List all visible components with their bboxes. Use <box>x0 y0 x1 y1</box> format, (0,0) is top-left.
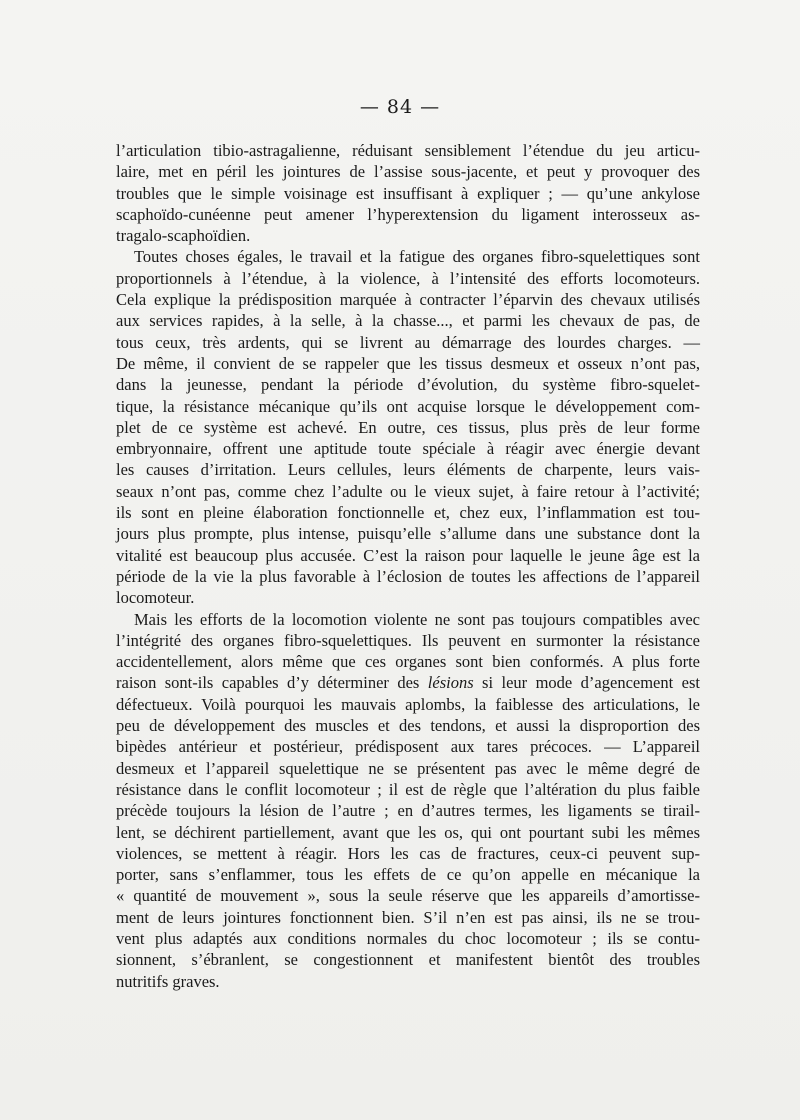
text-line: embryonnaire, offrent une aptitude toute spéciale à réagir avec énergie devant <box>116 439 700 459</box>
text-line: porter, sans s’enflammer, tous les effets de ce qu’on appelle en mécanique la <box>116 865 700 885</box>
text-line: « quantité de mouvement », sous la seule réserve que les appareils d’amortisse- <box>116 886 700 906</box>
text-line: proportionnels à l’étendue, à la violence, à l’intensité des efforts locomoteurs. <box>116 268 700 288</box>
text-line: période de la vie la plus favorable à l’éclosion de toutes les affections de l’appareil <box>116 566 700 586</box>
text-line: laire, met en péril les jointures de l’assise sous-jacente, et peut y provoquer des <box>116 162 700 182</box>
text-line: l’intégrité des organes fibro-squelettiques. Ils peuvent en surmonter la résistance <box>116 630 700 650</box>
text-line: précède toujours la lésion de l’autre ; en d’autres termes, les ligaments se tirail- <box>116 801 700 821</box>
text-line: raison sont-ils capables d’y déterminer des lésions si leur mode d’agencement est <box>116 673 700 693</box>
text-line: aux services rapides, à la selle, à la chasse..., et parmi les chevaux de pas, de <box>116 311 700 331</box>
text-line: tragalo-scaphoïdien. <box>116 226 251 246</box>
paragraph <box>116 246 700 608</box>
text-line: vent plus adaptés aux conditions normales du choc locomoteur ; ils se contu- <box>116 928 700 948</box>
text-line: ils sont en pleine élaboration fonctionnelle et, chez eux, l’inflammation est tou- <box>116 503 700 523</box>
page-number: — 84 — <box>359 96 441 118</box>
text-line: De même, il convient de se rappeler que les tissus desmeux et osseux n’ont pas, <box>116 353 700 373</box>
text-line: ment de leurs jointures fonctionnent bien. S’il n’en est pas ainsi, ils ne se trou- <box>116 907 700 927</box>
text-line: troubles que le simple voisinage est insuffisant à expliquer ; — qu’une ankylose <box>116 183 700 203</box>
text-line: tous ceux, très ardents, qui se livrent au démarrage des lourdes charges. — <box>116 332 700 352</box>
text-line: bipèdes antérieur et postérieur, prédisposent aux tares précoces. — L’appareil <box>116 737 700 757</box>
paragraph <box>116 609 700 992</box>
text-line: accidentellement, alors même que ces organes sont bien conformés. A plus forte <box>116 652 700 672</box>
text-line: Mais les efforts de la locomotion violente ne sont pas toujours compatibles avec <box>134 609 700 629</box>
text-line: Toutes choses égales, le travail et la fatigue des organes fibro-squelettiques sont <box>134 247 700 267</box>
text-line: scaphoïdo-cunéenne peut amener l’hyperextension du ligament interosseux as- <box>116 204 700 224</box>
text-line: peu de développement des muscles et des tendons, et aussi la disproportion des <box>116 716 700 736</box>
text-line: dans la jeunesse, pendant la période d’évolution, du système fibro-squelet- <box>116 375 700 395</box>
text-line: tique, la résistance mécanique qu’ils ont acquise lorsque le développement com- <box>116 396 700 416</box>
text-line: violences, se mettent à réagir. Hors les cas de fractures, ceux-ci peuvent sup- <box>116 843 700 863</box>
emphasis: lésions <box>427 673 474 693</box>
text-line: les causes d’irritation. Leurs cellules, leurs éléments de charpente, leurs vais- <box>116 460 700 480</box>
text-line: défectueux. Voilà pourquoi les mauvais aplombs, la faiblesse des articulations, le <box>116 694 700 714</box>
text-line: seaux n’ont pas, comme chez l’adulte ou le vieux sujet, à faire retour à l’activité; <box>116 481 700 501</box>
text-line: plet de ce système est achevé. En outre, ces tissus, plus près de leur forme <box>116 417 700 437</box>
text-line: lent, se déchirent partiellement, avant que les os, qui ont pourtant subi les mêmes <box>116 822 700 842</box>
text-line: nutritifs graves. <box>116 971 220 991</box>
text-line: jours plus prompte, plus intense, puisqu’elle s’allume dans une substance dont la <box>116 524 700 544</box>
text-line: résistance dans le conflit locomoteur ; il est de règle que l’altération du plus faible <box>116 779 700 799</box>
body-text <box>116 140 700 992</box>
text-line: Cela explique la prédisposition marquée à contracter l’éparvin des chevaux utilisés <box>116 290 700 310</box>
text-line: desmeux et l’appareil squelettique ne se présentent pas avec le même degré de <box>116 758 700 778</box>
paragraph <box>116 140 700 246</box>
text-line: locomoteur. <box>116 588 195 608</box>
text-line: l’articulation tibio-astragalienne, réduisant sensiblement l’étendue du jeu articu- <box>116 141 700 160</box>
text-line: vitalité est beaucoup plus accusée. C’est la raison pour laquelle le jeune âge est la <box>116 545 700 565</box>
text-line: sionnent, s’ébranlent, se congestionnent et manifestent bientôt des troubles <box>116 950 700 970</box>
